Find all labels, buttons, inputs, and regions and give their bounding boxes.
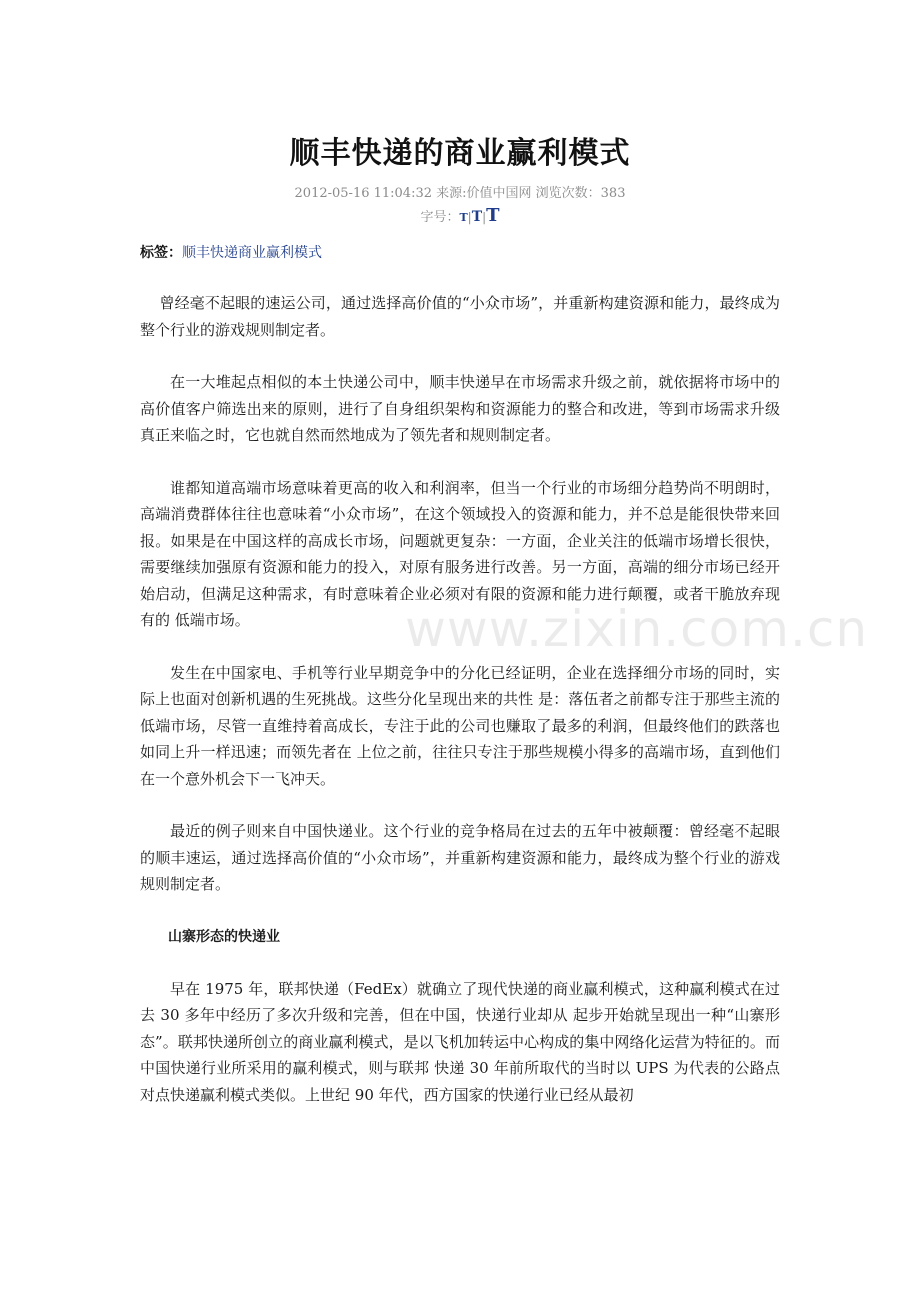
paragraph: 最近的例子则来自中国快递业。这个行业的竞争格局在过去的五年中被颠覆：曾经毫不起眼的顺丰速运，通过选择高价值的“小众市场”，并重新构建资源和能力，最终成为整个行业的游戏规则制定者。: [140, 822, 780, 893]
paragraph: 发生在中国家电、手机等行业早期竞争中的分化已经证明，企业在选择细分市场的同时，实际上也面对创新机遇的生死挑战。这些分化呈现出来的共性 是：落伍者之前都专注于那些主流的低端市场，尽管一直维持着高成长，专注于此的公司也赚取了最多的利润，但最终他们的跌落也如同上升一样迅速；而领先者在 上位之前，往往只专注于那些规模小得多的高端市场，直到他们在一个意外机会下一飞冲天。: [140, 663, 780, 788]
font-size-label: 字号：: [420, 210, 460, 225]
font-size-switcher: [0, 205, 920, 226]
article-meta: 2012-05-16 11:04:32 来源:价值中国网 浏览次数：383: [294, 186, 626, 201]
paragraph: 谁都知道高端市场意味着更高的收入和利润率，但当一个行业的市场细分趋势尚不明朗时，高端消费群体往往也意味着“小众市场”，在这个领域投入的资源和能力，并不总是能很快带来回报。如果是在中国这样的高成长市场，问题就更复杂：一方面，企业关注的低端市场增长很快，需要继续加强原有资源和能力的投入，对原有服务进行改善。另一方面，高端的细分市场已经开始启动，但满足这种需求，有时意味着企业必须对有限的资源和能力进行颠覆，或者干脆放弃现有的 低端市场。: [140, 478, 780, 629]
paragraph: 在一大堆起点相似的本土快递公司中，顺丰快递早在市场需求升级之前，就依据将市场中的高价值客户筛选出来的原则，进行了自身组织架构和资源能力的整合和改进，等到市场需求升级真正来临之时，它也就自然而然地成为了领先者和规则制定者。: [140, 373, 780, 444]
tag-link[interactable]: 顺丰快递商业赢利模式: [182, 245, 322, 261]
section-heading: 山寨形态的快递业: [168, 928, 280, 945]
font-size-medium-button[interactable]: T: [471, 209, 483, 225]
font-size-large-button[interactable]: T: [486, 205, 500, 226]
article-body: [140, 290, 780, 1134]
paragraph: 曾经毫不起眼的速运公司，通过选择高价值的“小众市场”，并重新构建资源和能力，最终成为整个行业的游戏规则制定者。: [140, 294, 780, 339]
font-size-separator: |: [482, 210, 487, 224]
tags-label: 标签：: [140, 245, 182, 261]
font-size-separator: |: [467, 210, 472, 224]
tags-row: [140, 242, 322, 262]
watermark: www.zixin.com.cn: [405, 600, 869, 658]
paragraph: 早在 1975 年，联邦快递（FedEx）就确立了现代快递的商业赢利模式，这种赢利模式在过去 30 多年中经历了多次升级和完善，但在中国，快递行业却从 起步开始就呈现出一种“山寨形态”。联邦快递所创立的商业赢利模式，是以飞机加转运中心构成的集中网络化运营为特征的。而中国快递行业所采用的赢利模式，则与联邦 快递 30 年前所取代的当时以 UPS 为代表的公路点对点快递赢利模式类似。上世纪 90 年代，西方国家的快递行业已经从最初: [140, 979, 780, 1104]
article-title: 顺丰快递的商业赢利模式: [289, 136, 631, 171]
font-size-small-button[interactable]: T: [459, 211, 468, 224]
